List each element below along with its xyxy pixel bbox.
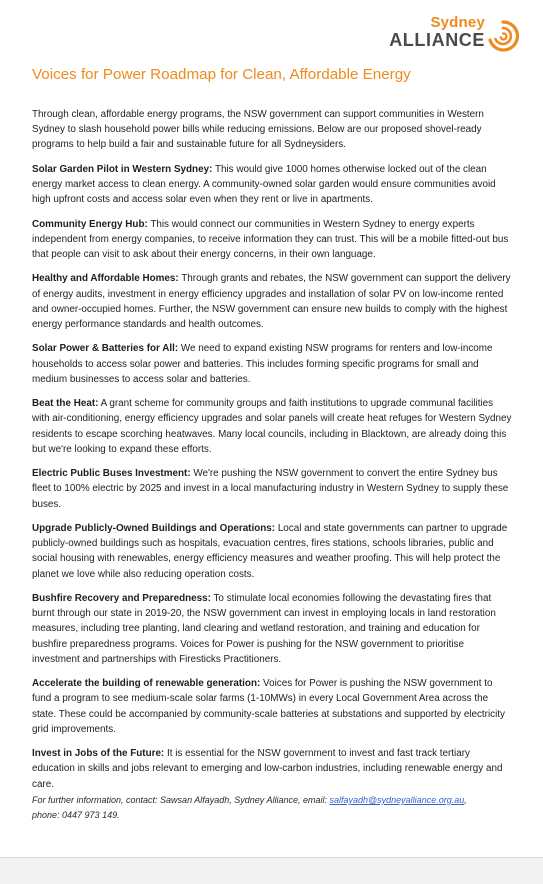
section-heading: Community Energy Hub: [32,218,148,230]
section-paragraph [32,162,512,208]
logo-swirl-icon [485,18,521,54]
section-paragraph [32,746,512,792]
section-body: To stimulate local economies following the devastating fires that burnt through our state in 2019-20, the NSW government can invest in employing locals in land restoration measures, including tree planting, land clearing and wetland restoration, and training and education for bushfire preparedness programs. Voices for Power is pushing for the NSW government to prioritise investment and partnerships with Firesticks Practitioners. [32,592,496,665]
section-body: It is essential for the NSW government to invest and fast track tertiary education in skills and jobs relevant to emerging and low-carbon industries, including renewable energy and care. [32,748,503,790]
section-heading: Solar Power & Batteries for All: [32,343,179,355]
section-body: We're pushing the NSW government to convert the entire Sydney bus fleet to 100% electric by 2025 and invest in a local manufacturing industry in Western Sydney to supply these buses. [32,468,509,510]
section-paragraph [32,271,512,332]
section-paragraph [32,341,512,387]
section-paragraph [32,521,512,582]
section-body: This would connect our communities in Western Sydney to energy experts independent from energy companies, to receive information they can trust. This will be a mobile fitted-out bus that people can visit to ask about their energy concerns, in their own language. [32,218,509,260]
section-heading: Accelerate the building of renewable generation: [32,678,261,690]
section-paragraph [32,676,512,737]
contact-prefix: For further information, contact: Sawsan Alfayadh, Sydney Alliance, email: [32,795,327,805]
section-heading: Electric Public Buses Investment: [32,468,191,480]
section-heading: Beat the Heat: [32,398,99,410]
section-heading: Solar Garden Pilot in Western Sydney: [32,163,213,175]
section-paragraph [32,396,512,457]
page-title: Voices for Power Roadmap for Clean, Affordable Energy [32,66,411,83]
sydney-alliance-logo [371,14,521,58]
document-body [32,107,512,801]
contact-phone: phone: 0447 973 149. [32,809,120,820]
section-heading: Healthy and Affordable Homes: [32,273,179,285]
logo-line-sydney: Sydney [430,14,485,31]
section-body: A grant scheme for community groups and faith institutions to upgrade communal facilities with air-conditioning, energy efficiency upgrades and solar panels will create heat refuges for Western Sydney residents to escape scorching heatwaves. Many local councils, including in Blacktown, are already doing this but we're looking to expand these efforts. [32,398,512,455]
section-body: Through grants and rebates, the NSW government can support the delivery of energy audits, investment in energy efficiency upgrades and installation of solar PV on low-income rented and owner-occupied homes. Further, the NSW government can ensure new builds to comply with the highest energy performance standards and health outcomes. [32,273,511,330]
section-body: Local and state governments can partner to upgrade publicly-owned buildings such as hospitals, evacuation centres, fires stations, schools libraries, public and social housing with renewables, energy efficiency measures and weather proofing. This will help protect the planet we love while also reducing operation costs. [32,522,508,580]
section-paragraph [32,591,512,667]
intro-paragraph: Through clean, affordable energy programs, the NSW government can support communities in Western Sydney to slash household power bills while reducing emissions. Below are our proposed shovel-ready programs to help build a fair and sustainable future for all Sydneysiders. [32,109,484,151]
section-heading: Upgrade Publicly-Owned Buildings and Operations: [32,522,276,534]
section-body: Voices for Power is pushing the NSW government to fund a program to see medium-scale solar farms (1-10MWs) in every Local Government Area across the state. These could be accompanied by community-scale batteries at substations and supported by electricity grid improvements. [32,678,505,735]
section-heading: Bushfire Recovery and Preparedness: [32,592,211,604]
section-paragraph [32,466,512,512]
section-body: We need to expand existing NSW programs for renters and low-income households to access solar power and batteries. This includes forming specific programs for small and medium businesses to access solar and batteries. [32,343,493,385]
section-heading: Invest in Jobs of the Future: [32,748,165,760]
contact-email-link[interactable]: salfayadh@sydneyalliance.org.au [329,795,465,805]
logo-line-alliance: ALLIANCE [389,30,485,50]
section-body: This would give 1000 homes otherwise locked out of the clean energy market access to clean energy. A community-owned solar garden would ensure communities avoid high upfront costs and access solar even when they rent or live in apartments. [32,163,496,206]
contact-info [32,793,512,822]
contact-separator: , [464,795,467,805]
section-paragraph [32,217,512,263]
